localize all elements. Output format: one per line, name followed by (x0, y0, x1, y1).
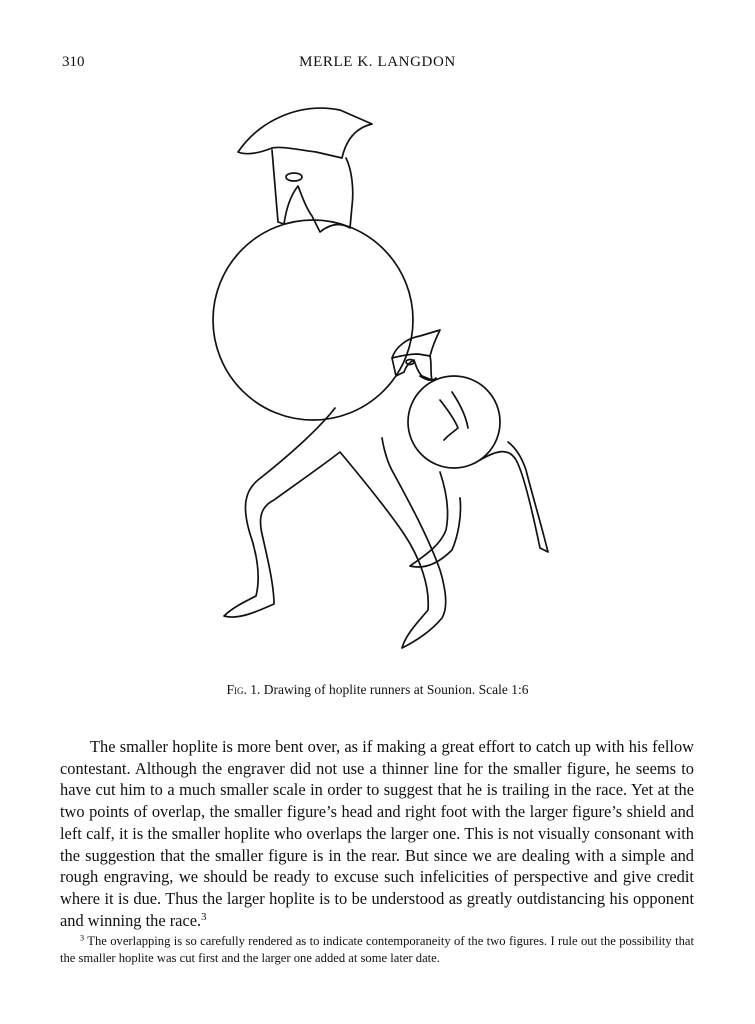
page-number: 310 (62, 54, 85, 70)
footnote (60, 933, 694, 967)
large-helmet-crest (238, 108, 372, 158)
figure-caption-text: Drawing of hoplite runners at Sounion. Scale 1:6 (263, 682, 529, 697)
large-legs (224, 408, 446, 648)
figure-caption (0, 682, 755, 698)
large-helmet-eye-slot (286, 173, 302, 181)
small-shield (408, 376, 500, 468)
body-paragraph-text: The smaller hoplite is more bent over, as if making a great effort to catch up with his fellow contestant. Although the engraver did not use a thinner line for the smaller figure, he seems to have cut him to a much smaller scale in order to suggest that he is trailing in the race. Yet at the two points of overlap, the smaller figure’s head and right foot with the larger figure’s shield and left calf, it is the smaller hoplite who overlaps the larger one. This is not visually consonant with the suggestion that the smaller figure is in the rear. But since we are dealing with a simple and rough engraving, we should be ready to excuse such infelicities of perspective and give credit where it is due. Thus the larger hoplite is to be understood as greatly outdistancing his opponent and winning the race. (60, 737, 694, 930)
footnote-number: 3 (80, 933, 85, 943)
figure-caption-label: Fig. 1. (226, 682, 261, 697)
footnote-text: The overlapping is so carefully rendered as to indicate contemporaneity of the two figures. I rule out the possibility that the smaller hoplite was cut first and the larger one added at some later date. (60, 934, 695, 965)
hoplite-drawing (200, 95, 560, 655)
body-paragraph (60, 736, 694, 931)
small-shield-arm (440, 392, 468, 440)
large-shield (213, 220, 413, 420)
running-head: MERLE K. LANGDON (299, 54, 456, 70)
small-helmet-crest (392, 330, 440, 358)
footnote-reference: 3 (201, 911, 207, 923)
